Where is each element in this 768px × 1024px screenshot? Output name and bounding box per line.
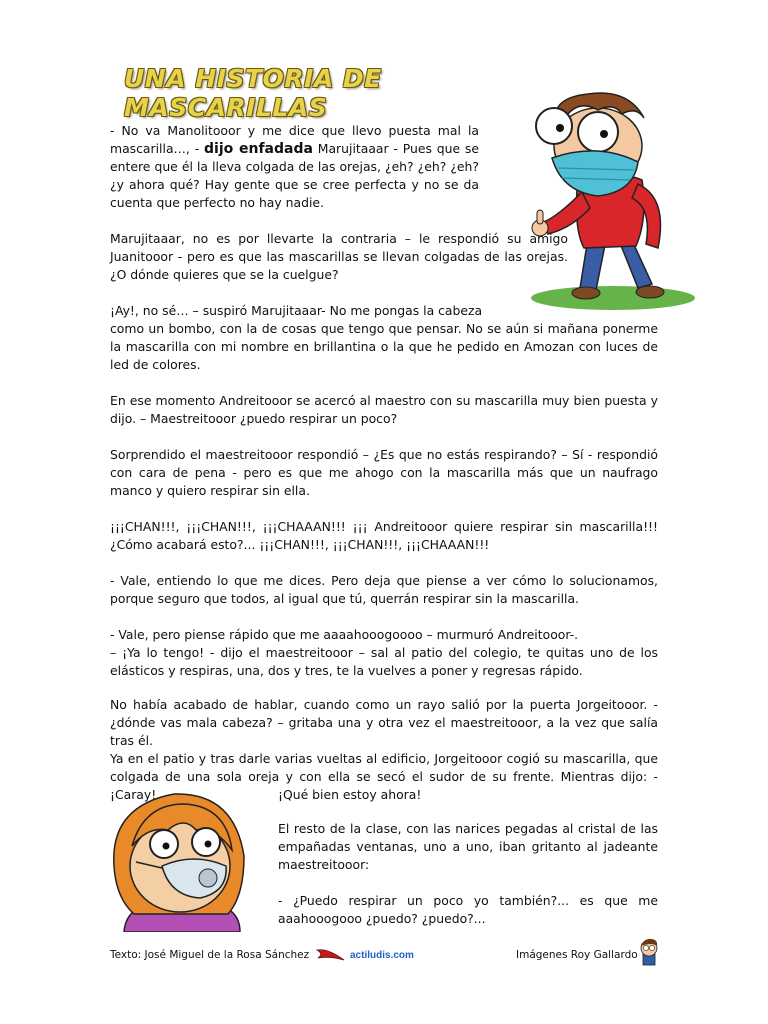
- paragraph-4: En ese momento Andreitooor se acercó al maestro con su mascarilla muy bien puesta y dijo. – Maestreitooor ¿puedo respirar un poco?: [110, 393, 658, 426]
- paragraph-10-end: ¡Qué bien estoy ahora!: [278, 787, 422, 802]
- paragraph-1-end: Marujitaaar - Pues que se entere que él la lleva colgada de las orejas, ¿eh? ¿eh? ¿eh? ¿y ahora qué? Hay gente que se cree perfecta y no se da cuenta que perfecto no hay nadie.: [110, 141, 479, 210]
- logo-swoosh-icon: [316, 946, 346, 964]
- paragraph-1-start: - No va Manolitooor y me dice que llevo puesta mal la mascarilla…, -: [110, 123, 479, 156]
- paragraph-10: Ya en el patio y tras darle varias vueltas al edificio, Jorgeitooor cogió su mascarilla, que colgada de una sola oreja y con ella se secó el sudor de su frente. Mientras dijo: - ¡Caray!: [110, 751, 658, 802]
- paragraph-1-emphasis: dijo enfadada: [204, 141, 313, 157]
- paragraph-3: como un bombo, con la de cosas que tengo que pensar. No se aún si mañana ponerme la mascarilla con mi nombre en brillantina o la que he pedido en Amozan con luces de led de colores.: [110, 321, 658, 372]
- paragraph-6: ¡¡¡CHAN!!!, ¡¡¡CHAN!!!, ¡¡¡CHAAAN!!! ¡¡¡ Andreitooor quiere respirar sin mascarilla!!! ¿Cómo acabará esto?... ¡¡¡CHAN!!!, ¡¡¡CHAN!!!, ¡¡¡CHAAAN!!!: [110, 519, 658, 552]
- paragraph-7: - Vale, entiendo lo que me dices. Pero deja que piense a ver cómo lo solucionamos, porque seguro que todos, al igual que tú, querrán respirar sin la mascarilla.: [110, 573, 658, 606]
- logo-text: actiludis.com: [350, 949, 414, 961]
- paragraph-2: Marujitaaar, no es por llevarte la contraria – le respondió su amigo Juanitooor - pero es que las mascarillas se llevan colgadas de las orejas. ¿O dónde quieres que se la cuelgue?: [110, 231, 568, 282]
- paragraph-5: Sorprendido el maestreitooor respondió – ¿Es que no estás respirando? – Sí - respondió con cara de pena - pero es que me ahogo con la mascarilla más que un naufrago manco y quiero respirar sin ella.: [110, 447, 658, 498]
- paragraph-9: No había acabado de hablar, cuando como un rayo salió por la puerta Jorgeitooor. - ¿dónde vas mala cabeza? – gritaba una y otra vez el maestreitooor, a la vez que salía tras él.: [110, 697, 658, 748]
- girl-with-mask-illustration: [104, 786, 254, 932]
- paragraph-12: - ¿Puedo respirar un poco yo también?... es que me aaahooogooo ¿puedo? ¿puedo?...: [278, 893, 658, 926]
- author-credit: Texto: José Miguel de la Rosa Sánchez: [110, 949, 310, 961]
- actiludis-logo: [316, 946, 414, 964]
- small-boy-icon: [638, 938, 660, 966]
- images-credit: Imágenes Roy Gallardo: [516, 949, 638, 961]
- paragraph-3-line-1: ¡Ay!, no sé… – suspiró Marujitaaar- No me pongas la cabeza: [110, 303, 483, 318]
- paragraph-1: [110, 122, 479, 212]
- paragraph-11: El resto de la clase, con las narices pegadas al cristal de las empañadas ventanas, uno a uno, iban gritanto al jadeante maestreitooor:: [278, 821, 658, 872]
- paragraph-8: – ¡Ya lo tengo! - dijo el maestreitooor – sal al patio del colegio, te quitas uno de los elásticos y respiras, una, dos y tres, te la vuelves a poner y regresas rápido.: [110, 645, 658, 678]
- paragraph-8-line-1: - Vale, pero piense rápido que me aaaahooogoooo – murmuró Andreitooor-.: [110, 627, 579, 642]
- page-title: UNA HISTORIA DE MASCARILLAS: [124, 64, 382, 122]
